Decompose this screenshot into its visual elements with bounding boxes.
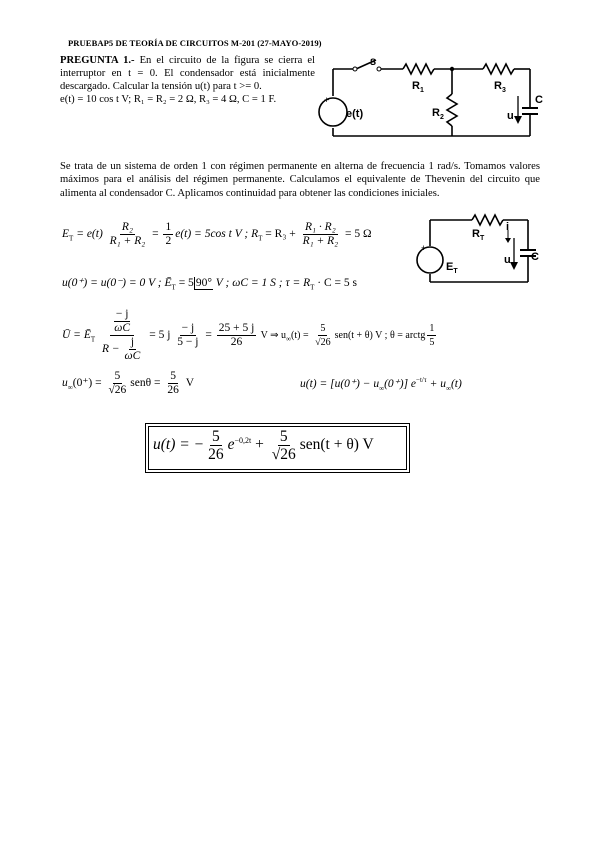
label-r2: $R_2$: [432, 107, 444, 121]
label-i: i: [506, 221, 510, 233]
label-u: u: [507, 110, 514, 122]
label-source: e(t): [346, 108, 364, 120]
phasor-angle: 90°: [195, 277, 212, 289]
circuit-diagram-thevenin: [410, 210, 545, 290]
equation-thevenin: $E_T = e(t)$ $\frac{\text{R₂}}{\text{R₁ + R₂}}$ = $\frac{1}{2}$ e(t) = 5cos t V ; $R_T = R_3$ + $\frac{\text{R₁ · R₂}}{\text{R₁ + R₂}}$ = 5 Ω: [62, 221, 372, 247]
label-r1: $R_1$: [412, 80, 424, 94]
equation-initial-conditions: u(0⁺) = u(0⁻) = 0 V ; $Ē_T = 5$ 90° V ; ωC = 1 S ; $\tau = R_T \cdot C = 5$ s: [62, 277, 357, 292]
solution-intro: Se trata de un sistema de orden 1 con régimen permanente en alterna de frecuencia 1 rad/s. Tomamos valores máximos para el análisis del régimen permanente. Calculamos el equivalente de Thevenin del circuito que alimenta al condensador C. Aplicamos continuidad para obtener las condiciones iniciales.: [60, 161, 540, 199]
equation-initial-steady: $u_\infty(0^+)$ = $\frac{5}{√26}$ senθ = $\frac{5}{26}$ V: [62, 370, 195, 396]
label-r3: $R_3$: [494, 80, 506, 94]
question-text: En el circuito de la figura se cierra el interruptor en t = 0. El condensador está inicialmente descargado. Calcular la tensión u(t) para t >= 0.: [60, 55, 315, 92]
label-rt: $R_T$: [472, 228, 485, 242]
question-statement: [60, 55, 315, 107]
equation-steady-state: Ū = $Ē_T$ $\frac{- j}{\omega C}$ R − $\frac{j}{\omega C}$ = 5 j $\frac{- j}{5 - j}$ = $\frac{25 + 5 j}{26}$ V ⇒ $u_\infty(t)$ = $\frac{5}{√26}$ sen(t + θ) V ; θ = arctg $\frac{1}{5}$: [62, 308, 435, 362]
switch-label: S: [370, 57, 377, 67]
label-u: u: [504, 254, 511, 266]
question-label: PREGUNTA 1.-: [60, 55, 135, 66]
exam-header: PRUEBAP5 DE TEORÍA DE CIRCUITOS M-201 (27-MAYO-2019): [68, 38, 322, 48]
equation-general-solution: $u(t) = [u(0^+) - u_\infty(0^+)]$ $e^{-t/\tau} + u_\infty(t)$: [300, 376, 462, 393]
final-answer: u(t) = − $\frac{5}{26}$ $e^{-0,2t}$ + $\frac{5}{√26}$ sen(t + θ) V: [153, 428, 374, 463]
source-plus-sign: +: [421, 243, 427, 253]
label-capacitor: C: [535, 94, 543, 106]
circuit-diagram-1: [318, 56, 558, 141]
label-capacitor: C: [531, 251, 539, 263]
question-data: e(t) = 10 cos t V; R₁ = R₂ = 2 Ω, R₃ = 4 Ω, C = 1 F.: [60, 93, 277, 105]
source-plus-sign: +: [324, 95, 330, 105]
label-et: $E_T$: [446, 261, 458, 275]
